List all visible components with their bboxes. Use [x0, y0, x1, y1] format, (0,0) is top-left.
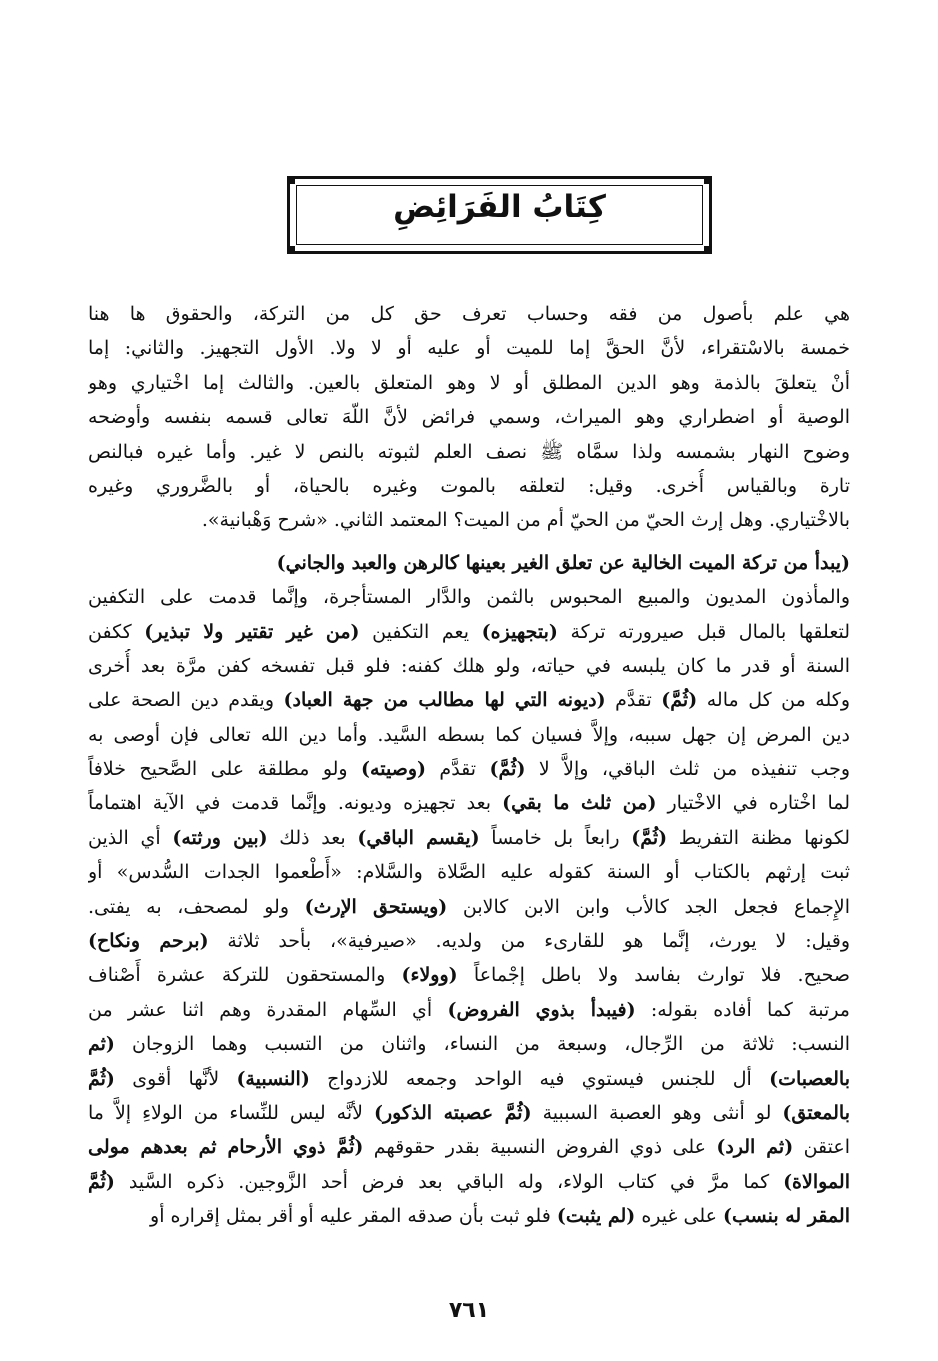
matn-bold-text: (ثُمَّ) — [631, 826, 668, 849]
commentary-text: أل للجنس فيستوي فيه الواحد وجمعه للازدواج — [309, 1067, 770, 1090]
commentary-text: وجب تنفيذه من ثلث الباقي، وإلاَّ لا — [525, 758, 850, 781]
text-line — [88, 1062, 850, 1096]
text-line — [88, 1027, 850, 1061]
text-line: أنْ يتعلقَ بالذمة وهو الدين المطلق أو لا وهو المتعلق بالعين. والثالث إما اخْتياري وهو — [88, 371, 850, 394]
matn-bold-text: (وولاء) — [401, 964, 458, 987]
text-line: بالاخْتياري. وهل إرث الحيّ من الحيّ أم من الميت؟ المعتمد الثاني. «شرح وَهْبانية». — [201, 509, 850, 532]
commentary-text: يعم التكفين — [359, 620, 482, 643]
commentary-text: الإِجماع فجعل الجد كالأب وابن الابن كالابن — [447, 895, 850, 918]
matn-bold-text: الموالاة) — [783, 1170, 850, 1193]
matn-bold-text: (من غير تقتير ولا تبذير) — [144, 620, 360, 643]
commentary-text: بعد تجهيزه وديونه. وإنَّما قدمت في الآية اهتماماً — [88, 792, 503, 815]
commentary-text: وقيل: لا يورث، إنَّما هو للقارىء من ولديه. «صيرفية»، بأحد ثلاثة — [208, 930, 850, 953]
matn-bold-text: (يقسم الباقي) — [357, 826, 480, 849]
frame-corner-ornament — [289, 246, 295, 252]
section-heading: (يبدأ من تركة الميت الخالية عن تعلق الغير بعينها كالرهن والعبد والجاني) — [276, 551, 850, 574]
commentary-text: لكونها مظنة التفريط — [667, 826, 850, 849]
matn-bold-text: (فيبدأ بذوي الفروض) — [447, 998, 636, 1021]
matn-bold-text: (بين ورثته) — [172, 826, 268, 849]
commentary-text: ككفن — [88, 620, 145, 643]
matn-bold-text: (ثُمَّ ذوي الأرحام ثم بعدهم مولى — [88, 1136, 364, 1159]
matn-bold-text: (ثُمَّ — [88, 1170, 115, 1193]
matn-bold-text: (ديونه التي لها مطالب من جهة العباد) — [283, 689, 606, 712]
commentary-text: أي الذين — [88, 826, 173, 849]
text-line — [88, 580, 850, 614]
commentary-text: لأنَّها أقوى — [114, 1067, 237, 1090]
commentary-text: لما اخْتاره في الاخْتيار — [656, 792, 850, 815]
frame-corner-ornament — [289, 178, 295, 184]
commentary-text: السنة أو قدر ما كان يلبسه في حياته، ولو هلك كفنه: فلو قبل تفسخه كفن مرَّة بعد أُخرى — [88, 654, 850, 677]
commentary-text: بعد ذلك — [267, 826, 358, 849]
commentary-text: دين المرض إن جهل سببه، وإلاَّ فسيان كما بسطه السَّيد. وأما دين الله تعالى فإن أوصى به — [88, 723, 850, 746]
commentary-text: كما مرَّ في كتاب الولاء، وله الباقي بعد فرض أحد الزَّوجين. ذكره السَّيد — [114, 1170, 784, 1193]
commentary-text: فلو ثبت بأن صدقه المقر عليه أو أقر بمثل إقراره أو — [150, 1205, 557, 1228]
text-line: خمسة بالاسْتقراء، لأنَّ الحقَّ إما للميت أو عليه أو لا ولا. الأول التجهيز. والثاني: إما — [88, 337, 850, 360]
commentary-text: النسب: ثلاثة من الرِّجال، وسبعة من النساء، واثنان من التسبب وهما الزوجان — [114, 1033, 850, 1056]
commentary-text: لو أنثى وهو العصبة السببية — [531, 1101, 783, 1124]
text-line — [88, 1096, 850, 1130]
text-line — [88, 786, 850, 820]
intro-paragraph — [88, 297, 850, 538]
text-line — [88, 993, 850, 1027]
matn-bold-text: (ثُمَّ — [88, 1067, 115, 1090]
text-line: هي علم بأصول من فقه وحساب تعرف حق كل من التركة، والحقوق ها هنا — [88, 303, 850, 325]
matn-bold-text: (بتجهيزه) — [481, 620, 558, 643]
commentary-text: على غيره — [635, 1205, 724, 1228]
text-line — [88, 752, 850, 786]
commentary-text: والمأذون المديون والمبيع المحبوس بالثمن والدَّار المستأجرة، وإنَّما قدمت على التكفين — [88, 586, 850, 609]
page-title: كِتَابُ الفَرَائِضِ — [393, 189, 606, 225]
matn-bold-text: (برحم ونكاح) — [88, 930, 209, 953]
text-line — [88, 1165, 850, 1199]
matn-bold-text: (من ثلث ما بقي) — [502, 792, 657, 815]
text-line: وضوح النهار بشمسه ولذا سمَّاه ﷺ نصف العلم لثبوته بالنص لا غير. وأما غيره فبالنص — [88, 440, 850, 463]
matn-bold-text: (وصيته) — [361, 758, 426, 781]
paragraph-gap — [88, 538, 850, 546]
frame-corner-ornament — [704, 246, 710, 252]
matn-bold-text: (ثُمَّ) — [489, 758, 526, 781]
matn-bold-text: (النسبية) — [236, 1067, 310, 1090]
text-line — [88, 924, 850, 958]
commentary-text: ثبت إرثهم بالكتاب أو السنة كقوله عليه الصَّلاة والسَّلام: «أَطْعموا الجدات السُّدس» أو — [88, 861, 850, 884]
commentary-text: لتعلقها بالمال قبل صيرورته تركة — [557, 620, 850, 643]
text-line — [88, 855, 850, 889]
text-line — [88, 718, 850, 752]
matn-bold-text: المقر له بنسب) — [723, 1205, 850, 1228]
matn-bold-text: بالعصبات) — [769, 1067, 850, 1090]
commentary-text: اعتقن — [793, 1136, 850, 1159]
matn-bold-text: (ثم الرد) — [716, 1136, 794, 1159]
commentary-text: على ذوي الفروض النسبية بقدر حقوقهم — [363, 1136, 717, 1159]
frame-corner-ornament — [704, 178, 710, 184]
matn-bold-text: (ويستحق الإرث) — [304, 895, 448, 918]
text-line: تارة وبالقياس أُخرى. وقيل: لتعلقه بالموت وغيره بالحياة، أو بالضَّروري وغيره — [88, 474, 850, 497]
commentary-text: مرتبة كما أفاده بقوله: — [635, 998, 850, 1021]
commentary-text: تقدَّم — [605, 689, 662, 712]
text-line — [88, 821, 850, 855]
body-text — [88, 297, 850, 1234]
main-paragraph — [88, 580, 850, 1233]
text-line — [88, 615, 850, 649]
text-line: الوصية أو اضطراري وهو الميراث، وسمي فرائض لأنَّ اللّهَ تعالى قسمه بنفسه وأوضحه — [88, 406, 850, 429]
matn-bold-text: (لم يثبت) — [556, 1205, 636, 1228]
commentary-text: صحيح. فلا توارث بفاسد ولا باطل إجْماعاً — [457, 964, 850, 987]
text-line — [88, 1130, 850, 1164]
page-number: ٧٦١ — [448, 1298, 490, 1323]
commentary-text: رابعاً بل خامساً — [479, 826, 632, 849]
text-line — [88, 890, 850, 924]
matn-bold-text: (ثُمَّ عصبته الذكور) — [373, 1101, 532, 1124]
commentary-text: وكله من كل ماله — [697, 689, 850, 712]
title-frame — [287, 176, 712, 254]
matn-bold-text: (ثم — [88, 1033, 115, 1056]
commentary-text: والمستحقون للتركة عشرة أَصْناف — [88, 964, 402, 987]
text-line — [88, 1199, 850, 1233]
text-line — [88, 649, 850, 683]
matn-bold-text: بالمعتق) — [782, 1101, 850, 1124]
commentary-text: تقدَّم — [426, 758, 490, 781]
commentary-text: ولو مطلقة على الصَّحيح خلافاً — [88, 758, 362, 781]
commentary-text: ويقدم دين الصحة على — [88, 689, 284, 712]
text-line — [88, 683, 850, 717]
commentary-text: ولو لمصحف، به يفتى. — [88, 895, 305, 918]
matn-bold-text: (ثُمَّ) — [661, 689, 698, 712]
commentary-text: أي السِّهام المقدرة وهم اثنا عشر من — [88, 998, 448, 1021]
text-line — [88, 958, 850, 992]
commentary-text: لأنَّه ليس للنِّساء من الولاءِ إلاَّ ما — [88, 1101, 374, 1124]
